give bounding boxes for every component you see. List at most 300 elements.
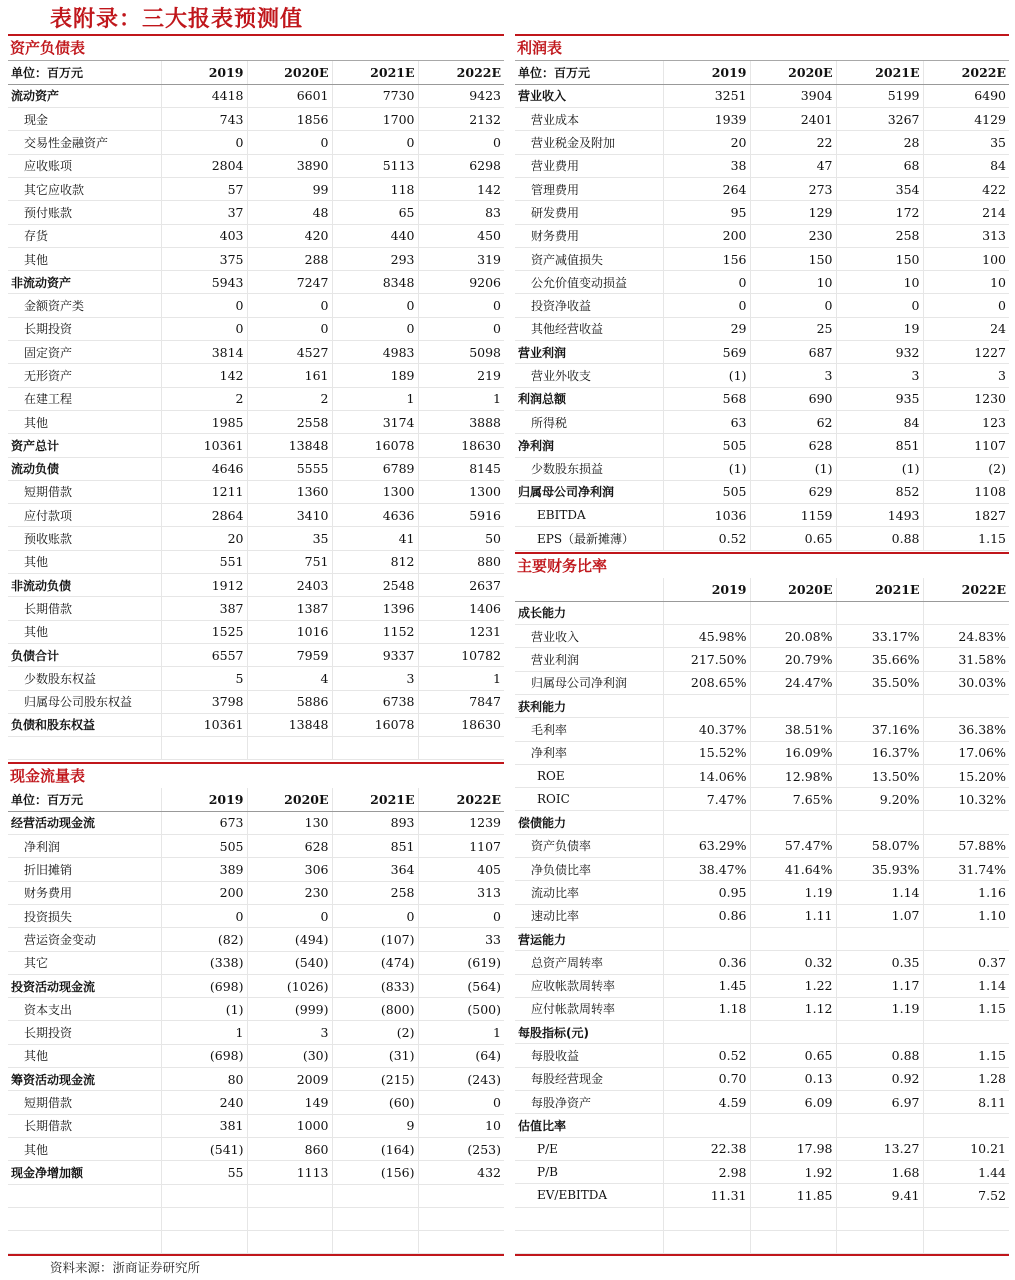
value-cell: 0 — [923, 294, 1009, 317]
value-cell: 17.06% — [923, 741, 1009, 764]
table-row — [8, 387, 504, 410]
value-cell: 3814 — [161, 341, 247, 364]
table-row — [8, 317, 504, 340]
value-cell: 2 — [247, 387, 332, 410]
value-cell: 156 — [663, 247, 750, 270]
row-label: 存货 — [8, 224, 161, 247]
value-cell: 2548 — [332, 574, 418, 597]
empty-cell — [332, 737, 418, 760]
value-cell: 2132 — [418, 108, 504, 131]
empty-cell — [663, 1230, 750, 1253]
value-cell: 0 — [247, 317, 332, 340]
value-cell: 62 — [750, 410, 836, 433]
value-cell: 30.03% — [923, 671, 1009, 694]
header-row — [8, 788, 504, 811]
value-cell: 1.07 — [836, 904, 923, 927]
value-cell: 3798 — [161, 690, 247, 713]
value-cell: 45.98% — [663, 625, 750, 648]
value-cell: (698) — [161, 974, 247, 997]
value-cell — [750, 1114, 836, 1137]
value-cell: 1230 — [923, 387, 1009, 410]
value-cell: 2401 — [750, 108, 836, 131]
table-row — [515, 341, 1009, 364]
table-row — [515, 997, 1009, 1020]
value-cell: 10361 — [161, 713, 247, 736]
value-cell — [836, 601, 923, 624]
empty-cell — [332, 1231, 418, 1254]
value-cell: (253) — [418, 1137, 504, 1160]
row-label: 非流动负债 — [8, 574, 161, 597]
row-label: 少数股东损益 — [515, 457, 663, 480]
page-title: 表附录：三大报表预测值 — [50, 7, 304, 32]
header-row — [515, 61, 1009, 84]
row-label: 获利能力 — [515, 694, 663, 717]
value-cell: 7.65% — [750, 788, 836, 811]
row-label: 成长能力 — [515, 601, 663, 624]
value-cell: 3267 — [836, 108, 923, 131]
value-cell: 852 — [836, 480, 923, 503]
row-label: 短期借款 — [8, 480, 161, 503]
blank-row — [8, 737, 504, 760]
value-cell: 851 — [836, 434, 923, 457]
value-cell: 14.06% — [663, 764, 750, 787]
value-cell: 7730 — [332, 84, 418, 107]
value-cell: 1939 — [663, 108, 750, 131]
value-cell: 6557 — [161, 643, 247, 666]
header-year: 2019 — [161, 788, 247, 811]
row-label: 公允价值变动损益 — [515, 271, 663, 294]
value-cell: 1239 — [418, 811, 504, 834]
blank-row — [8, 1231, 504, 1254]
value-cell: 1387 — [247, 597, 332, 620]
value-cell: 1912 — [161, 574, 247, 597]
value-cell: 16078 — [332, 713, 418, 736]
value-cell: 123 — [923, 410, 1009, 433]
value-cell: 8.11 — [923, 1091, 1009, 1114]
row-label: 营业利润 — [515, 341, 663, 364]
row-label: 管理费用 — [515, 177, 663, 200]
value-cell: 0 — [161, 904, 247, 927]
value-cell: (619) — [418, 951, 504, 974]
row-label: 负债和股东权益 — [8, 713, 161, 736]
header-unit-label: 单位：百万元 — [8, 61, 161, 84]
value-cell — [836, 694, 923, 717]
value-cell: 1 — [332, 387, 418, 410]
value-cell: 1493 — [836, 504, 923, 527]
value-cell: 15.52% — [663, 741, 750, 764]
row-label: 应付帐款周转率 — [515, 997, 663, 1020]
value-cell: 20 — [161, 527, 247, 550]
header-year: 2021E — [332, 788, 418, 811]
value-cell: 3888 — [418, 410, 504, 433]
value-cell: 1159 — [750, 504, 836, 527]
value-cell: 3 — [247, 1021, 332, 1044]
table-row — [515, 718, 1009, 741]
value-cell: 1856 — [247, 108, 332, 131]
value-cell: 1.19 — [750, 881, 836, 904]
row-label: 每股净资产 — [515, 1091, 663, 1114]
value-cell: 189 — [332, 364, 418, 387]
value-cell: 0 — [332, 317, 418, 340]
value-cell: 219 — [418, 364, 504, 387]
value-cell: 293 — [332, 247, 418, 270]
value-cell: 38.47% — [663, 858, 750, 881]
value-cell: 33 — [418, 928, 504, 951]
table-row — [515, 694, 1009, 717]
row-label: 财务费用 — [515, 224, 663, 247]
value-cell: 2403 — [247, 574, 332, 597]
header-year: 2020E — [750, 578, 836, 601]
value-cell: 35 — [247, 527, 332, 550]
header-row — [515, 578, 1009, 601]
empty-cell — [247, 1231, 332, 1254]
row-label: 负债合计 — [8, 643, 161, 666]
value-cell: (2) — [332, 1021, 418, 1044]
table-row — [8, 201, 504, 224]
value-cell: 628 — [247, 835, 332, 858]
row-label: 利润总额 — [515, 387, 663, 410]
value-cell: 1.28 — [923, 1067, 1009, 1090]
value-cell: 450 — [418, 224, 504, 247]
value-cell: 0 — [161, 317, 247, 340]
value-cell: 1.44 — [923, 1160, 1009, 1183]
table-row — [8, 108, 504, 131]
row-label: 其他 — [8, 620, 161, 643]
value-cell: (494) — [247, 928, 332, 951]
value-cell: (2) — [923, 457, 1009, 480]
empty-cell — [515, 1230, 663, 1253]
value-cell: 29 — [663, 317, 750, 340]
value-cell — [923, 694, 1009, 717]
value-cell: 16078 — [332, 434, 418, 457]
value-cell: 5 — [161, 667, 247, 690]
header-year: 2019 — [663, 61, 750, 84]
value-cell: 149 — [247, 1091, 332, 1114]
value-cell: 208.65% — [663, 671, 750, 694]
value-cell: 1.17 — [836, 974, 923, 997]
value-cell — [923, 1114, 1009, 1137]
section-divider — [515, 1254, 1009, 1256]
table-row — [8, 713, 504, 736]
empty-cell — [247, 1207, 332, 1230]
value-cell: (833) — [332, 974, 418, 997]
table-row — [515, 154, 1009, 177]
value-cell: 364 — [332, 858, 418, 881]
value-cell: 10361 — [161, 434, 247, 457]
row-label: 净利润 — [515, 434, 663, 457]
value-cell: 10.21 — [923, 1137, 1009, 1160]
empty-cell — [923, 1230, 1009, 1253]
value-cell: 20 — [663, 131, 750, 154]
value-cell: 9 — [332, 1114, 418, 1137]
table-row — [8, 1137, 504, 1160]
row-label: 流动资产 — [8, 84, 161, 107]
row-label: 营业利润 — [515, 648, 663, 671]
row-label: 其他 — [8, 247, 161, 270]
value-cell: 0.95 — [663, 881, 750, 904]
value-cell: 673 — [161, 811, 247, 834]
value-cell: 0.32 — [750, 951, 836, 974]
table-row — [8, 247, 504, 270]
empty-cell — [247, 737, 332, 760]
row-label: 非流动资产 — [8, 271, 161, 294]
table-row — [515, 480, 1009, 503]
table-row — [515, 271, 1009, 294]
table-row — [8, 504, 504, 527]
row-label: 毛利率 — [515, 718, 663, 741]
cash-flow-table — [8, 788, 504, 1254]
table-row — [8, 224, 504, 247]
table-row — [515, 527, 1009, 550]
header-year: 2019 — [663, 578, 750, 601]
value-cell: 38.51% — [750, 718, 836, 741]
row-label: 研发费用 — [515, 201, 663, 224]
table-row — [515, 858, 1009, 881]
empty-cell — [8, 1207, 161, 1230]
row-label: 短期借款 — [8, 1091, 161, 1114]
header-year: 2021E — [332, 61, 418, 84]
empty-cell — [836, 1207, 923, 1230]
header-year: 2022E — [418, 788, 504, 811]
ratios-title: 主要财务比率 — [517, 557, 608, 575]
table-row — [515, 364, 1009, 387]
row-label: 归属母公司净利润 — [515, 671, 663, 694]
value-cell: 932 — [836, 341, 923, 364]
value-cell: 240 — [161, 1091, 247, 1114]
row-label: P/E — [515, 1137, 663, 1160]
value-cell: 3410 — [247, 504, 332, 527]
value-cell — [663, 927, 750, 950]
table-row — [515, 951, 1009, 974]
table-row — [8, 620, 504, 643]
table-row — [515, 788, 1009, 811]
empty-cell — [161, 1184, 247, 1207]
value-cell — [663, 1021, 750, 1044]
value-cell: 150 — [750, 247, 836, 270]
value-cell: 3 — [923, 364, 1009, 387]
table-row — [515, 881, 1009, 904]
value-cell: 0.70 — [663, 1067, 750, 1090]
value-cell: 214 — [923, 201, 1009, 224]
table-row — [8, 881, 504, 904]
value-cell: 35.66% — [836, 648, 923, 671]
value-cell: 24 — [923, 317, 1009, 340]
value-cell: 2804 — [161, 154, 247, 177]
empty-cell — [418, 1207, 504, 1230]
value-cell: 47 — [750, 154, 836, 177]
row-label: 其他经营收益 — [515, 317, 663, 340]
value-cell: 22.38 — [663, 1137, 750, 1160]
value-cell: 6.09 — [750, 1091, 836, 1114]
value-cell: 20.08% — [750, 625, 836, 648]
row-label: 所得税 — [515, 410, 663, 433]
table-row — [8, 835, 504, 858]
header-year: 2020E — [750, 61, 836, 84]
empty-cell — [418, 737, 504, 760]
table-row — [515, 811, 1009, 834]
header-year: 2020E — [247, 61, 332, 84]
value-cell: (82) — [161, 928, 247, 951]
value-cell: 4129 — [923, 108, 1009, 131]
value-cell: (243) — [418, 1068, 504, 1091]
table-row — [515, 1044, 1009, 1067]
table-row — [515, 741, 1009, 764]
table-row — [515, 1184, 1009, 1207]
value-cell: 24.83% — [923, 625, 1009, 648]
value-cell: 1000 — [247, 1114, 332, 1137]
value-cell: 0 — [418, 1091, 504, 1114]
table-row — [515, 974, 1009, 997]
table-row — [515, 927, 1009, 950]
value-cell: 2864 — [161, 504, 247, 527]
row-label: 金额资产类 — [8, 294, 161, 317]
empty-cell — [332, 1184, 418, 1207]
table-row — [8, 177, 504, 200]
table-row — [515, 224, 1009, 247]
empty-cell — [8, 1184, 161, 1207]
row-label: 长期投资 — [8, 317, 161, 340]
value-cell: 161 — [247, 364, 332, 387]
row-label: 预收账款 — [8, 527, 161, 550]
income-statement-panel — [515, 34, 1009, 551]
value-cell: 9206 — [418, 271, 504, 294]
table-row — [515, 84, 1009, 107]
value-cell: 22 — [750, 131, 836, 154]
value-cell: 130 — [247, 811, 332, 834]
row-label: 资本支出 — [8, 998, 161, 1021]
value-cell: 13.50% — [836, 764, 923, 787]
row-label: 每股经营现金 — [515, 1067, 663, 1090]
row-label: ROE — [515, 764, 663, 787]
table-row — [515, 504, 1009, 527]
value-cell — [923, 1021, 1009, 1044]
value-cell: 258 — [332, 881, 418, 904]
value-cell: 0.65 — [750, 527, 836, 550]
value-cell: 16.37% — [836, 741, 923, 764]
table-row — [515, 601, 1009, 624]
row-label: 净利润 — [8, 835, 161, 858]
value-cell: 150 — [836, 247, 923, 270]
table-row — [515, 764, 1009, 787]
table-row — [8, 1161, 504, 1184]
value-cell: 1 — [418, 1021, 504, 1044]
header-year: 2020E — [247, 788, 332, 811]
value-cell: (107) — [332, 928, 418, 951]
value-cell: 5199 — [836, 84, 923, 107]
value-cell: (30) — [247, 1044, 332, 1067]
value-cell: 1108 — [923, 480, 1009, 503]
table-row — [515, 434, 1009, 457]
value-cell: 37 — [161, 201, 247, 224]
value-cell — [750, 811, 836, 834]
row-label: 资产负债率 — [515, 834, 663, 857]
value-cell: 2.98 — [663, 1160, 750, 1183]
row-label: 估值比率 — [515, 1114, 663, 1137]
row-label: 其他 — [8, 1137, 161, 1160]
value-cell: 5113 — [332, 154, 418, 177]
table-row — [8, 574, 504, 597]
value-cell: 3 — [750, 364, 836, 387]
value-cell — [836, 1021, 923, 1044]
empty-cell — [247, 1184, 332, 1207]
value-cell: (1) — [836, 457, 923, 480]
value-cell: 41 — [332, 527, 418, 550]
header-year: 2019 — [161, 61, 247, 84]
value-cell: 0 — [247, 904, 332, 927]
value-cell: 2009 — [247, 1068, 332, 1091]
table-row — [515, 1091, 1009, 1114]
value-cell: (1) — [750, 457, 836, 480]
value-cell: 3 — [332, 667, 418, 690]
value-cell: 10 — [750, 271, 836, 294]
table-row — [515, 108, 1009, 131]
table-row — [515, 457, 1009, 480]
cash-flow-title: 现金流量表 — [10, 767, 86, 785]
value-cell: 880 — [418, 550, 504, 573]
table-row — [8, 550, 504, 573]
value-cell: 264 — [663, 177, 750, 200]
value-cell — [663, 601, 750, 624]
row-label: 其它 — [8, 951, 161, 974]
empty-cell — [161, 737, 247, 760]
row-label: 营业费用 — [515, 154, 663, 177]
value-cell: 7.52 — [923, 1184, 1009, 1207]
table-row — [8, 904, 504, 927]
value-cell — [836, 1114, 923, 1137]
value-cell: 6601 — [247, 84, 332, 107]
value-cell: 7247 — [247, 271, 332, 294]
row-label: ROIC — [515, 788, 663, 811]
value-cell: 7959 — [247, 643, 332, 666]
header-year: 2021E — [836, 61, 923, 84]
value-cell: 172 — [836, 201, 923, 224]
row-label: 每股指标(元) — [515, 1021, 663, 1044]
value-cell: 17.98 — [750, 1137, 836, 1160]
value-cell: 273 — [750, 177, 836, 200]
value-cell: (1) — [663, 364, 750, 387]
value-cell — [750, 694, 836, 717]
value-cell: 1227 — [923, 341, 1009, 364]
value-cell: 505 — [161, 835, 247, 858]
row-label: 现金 — [8, 108, 161, 131]
value-cell: (540) — [247, 951, 332, 974]
row-label: 财务费用 — [8, 881, 161, 904]
value-cell: 5555 — [247, 457, 332, 480]
value-cell: 20.79% — [750, 648, 836, 671]
value-cell: 505 — [663, 480, 750, 503]
empty-cell — [923, 1207, 1009, 1230]
value-cell: 57.47% — [750, 834, 836, 857]
row-label: 归属母公司股东权益 — [8, 690, 161, 713]
value-cell: 387 — [161, 597, 247, 620]
ratios-table — [515, 578, 1009, 1254]
row-label: 在建工程 — [8, 387, 161, 410]
value-cell: 129 — [750, 201, 836, 224]
value-cell: (31) — [332, 1044, 418, 1067]
value-cell: 0.86 — [663, 904, 750, 927]
table-row — [8, 294, 504, 317]
value-cell: 230 — [750, 224, 836, 247]
table-row — [515, 834, 1009, 857]
table-row — [8, 364, 504, 387]
table-row — [515, 387, 1009, 410]
cash-flow-panel — [8, 762, 504, 1256]
value-cell: 0 — [247, 294, 332, 317]
row-label: 其他 — [8, 550, 161, 573]
value-cell: 1016 — [247, 620, 332, 643]
value-cell: 1 — [418, 387, 504, 410]
row-label: 总资产周转率 — [515, 951, 663, 974]
